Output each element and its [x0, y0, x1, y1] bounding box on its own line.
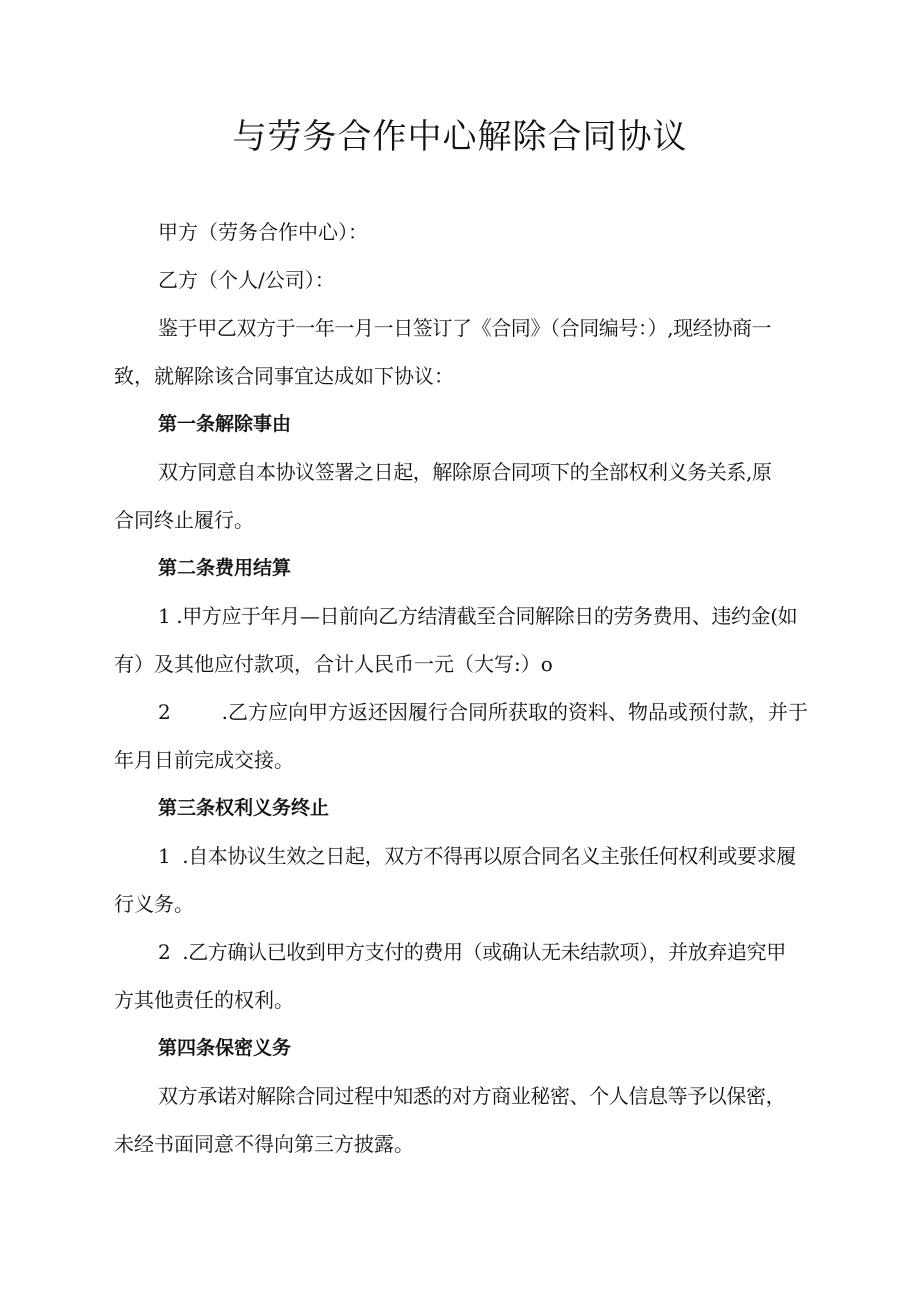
article-3-item-2-line-1: 2 .乙方确认已收到甲方支付的费用（或确认无未结款项），并放弃追究甲 [158, 940, 786, 964]
preamble-line-2: 致，就解除该合同事宜达成如下协议： [114, 364, 454, 388]
article-3-item-1-line-1: 1 .自本协议生效之日起，双方不得再以原合同名义主张任何权利或要求履 [158, 844, 796, 868]
article-1-heading: 第一条解除事由 [158, 413, 292, 435]
article-2-item-1-line-1: 1 .甲方应于年月—日前向乙方结清截至合同解除日的劳务费用、违约金(如 [158, 604, 798, 628]
article-1-line-1: 双方同意自本协议签署之日起，解除原合同项下的全部权利义务关系,原 [158, 460, 772, 484]
article-1-line-2: 合同终止履行。 [114, 508, 254, 532]
article-4-line-1: 双方承诺对解除合同过程中知悉的对方商业秘密、个人信息等予以保密， [158, 1084, 786, 1108]
article-2-item-2-line-2: 年月日前完成交接。 [114, 748, 294, 772]
article-2-item-2-line-1: 2 .乙方应向甲方返还因履行合同所获取的资料、物品或预付款，并于 [158, 700, 808, 724]
article-4-line-2: 未经书面同意不得向第三方披露。 [114, 1132, 414, 1156]
article-3-heading: 第三条权利义务终止 [158, 797, 330, 819]
article-4-heading: 第四条保密义务 [158, 1037, 292, 1059]
party-a-line: 甲方（劳务合作中心）： [158, 220, 368, 244]
document-title: 与劳务合作中心解除合同协议 [232, 117, 688, 157]
article-3-item-1-line-2: 行义务。 [114, 892, 194, 916]
preamble-line-1: 鉴于甲乙双方于一年一月一日签订了《合同》（合同编号：）,现经协商一 [158, 316, 772, 340]
party-b-line: 乙方（个人/公司）： [158, 268, 335, 292]
article-3-item-2-line-2: 方其他责任的权利。 [114, 988, 294, 1012]
article-2-heading: 第二条费用结算 [158, 557, 292, 579]
article-2-item-1-line-2: 有）及其他应付款项，合计人民币一元（大写:）o [114, 652, 553, 676]
